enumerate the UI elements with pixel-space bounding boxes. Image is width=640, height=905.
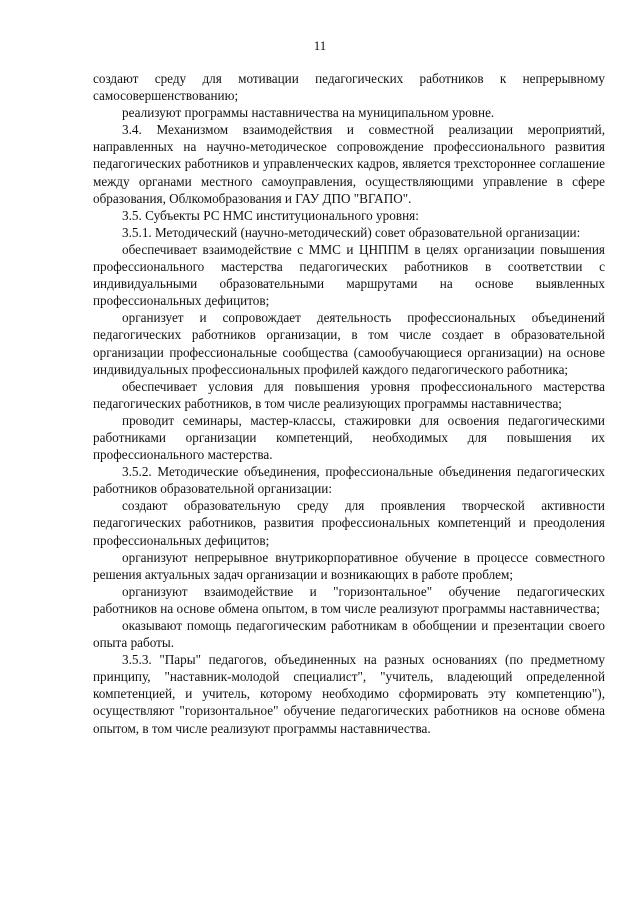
section-3-4-paragraph: 3.4. Механизмом взаимодействия и совместной реализации мероприятий, направленных на научно-методическое сопровождение профессионального развития педагогических работников и управленческих кадров, является трехстороннее соглашение между органами местного самоуправления, осуществляющими управление в сфере образования, Облкомобразования и ГАУ ДПО "ВГАПО". [93, 122, 605, 206]
paragraph: обеспечивает условия для повышения уровня профессионального мастерства педагогических работников, в том числе реализующих программы наставничества; [93, 378, 605, 411]
paragraph: организует и сопровождает деятельность профессиональных объединений педагогических работников организации, в том числе создает в образовательной организации профессиональные сообщества (самообучающиеся организации) на основе индивидуальных профессиональных профилей каждого педагогического работника; [93, 310, 605, 377]
section-3-5-heading: 3.5. Субъекты РС НМС институционального уровня: [122, 207, 419, 223]
paragraph: организуют взаимодействие и "горизонтальное" обучение педагогических работников на основе обмена опытом, в том числе реализуют программы наставничества; [93, 583, 605, 616]
paragraph: оказывают помощь педагогическим работникам в обобщении и презентации своего опыта работы. [93, 618, 605, 651]
paragraph: создают среду для мотивации педагогических работников к непрерывному самосовершенствованию; [93, 71, 605, 104]
section-3-5-3-paragraph: 3.5.3. "Пары" педагогов, объединенных на разных основаниях (по предметному принципу, "наставник-молодой специалист", "учитель, владеющий определенной компетенцией, и учитель, которому необходимо сформировать эту компетенцию"), осуществляют "горизонтальное" обучение педагогических работников на основе обмена опытом, в том числе реализуют программы наставничества. [93, 652, 605, 736]
paragraph: проводит семинары, мастер-классы, стажировки для освоения педагогическими работниками организации компетенций, необходимых для повышения их профессионального мастерства. [93, 412, 605, 463]
paragraph: реализуют программы наставничества на муниципальном уровне. [122, 105, 495, 121]
page-number: 11 [313, 38, 327, 53]
paragraph: обеспечивает взаимодействие с ММС и ЦНППМ в целях организации повышения профессионального мастерства педагогических работников в соответствии с индивидуальными образовательными маршрутами на основе выявленных профессиональных дефицитов; [93, 241, 605, 309]
document-body [93, 70, 605, 737]
paragraph: создают образовательную среду для проявления творческой активности педагогических работников, развития профессиональных компетенций и преодоления профессиональных дефицитов; [93, 498, 605, 548]
paragraph: организуют непрерывное внутрикорпоративное обучение в процессе совместного решения актуальных задач организации и возникающих в работе проблем; [93, 549, 605, 582]
section-3-5-1-heading: 3.5.1. Методический (научно-методический) совет образовательной организации: [122, 224, 581, 240]
section-3-5-2-heading: 3.5.2. Методические объединения, профессиональные объединения педагогических работников образовательной организации: [93, 464, 605, 497]
